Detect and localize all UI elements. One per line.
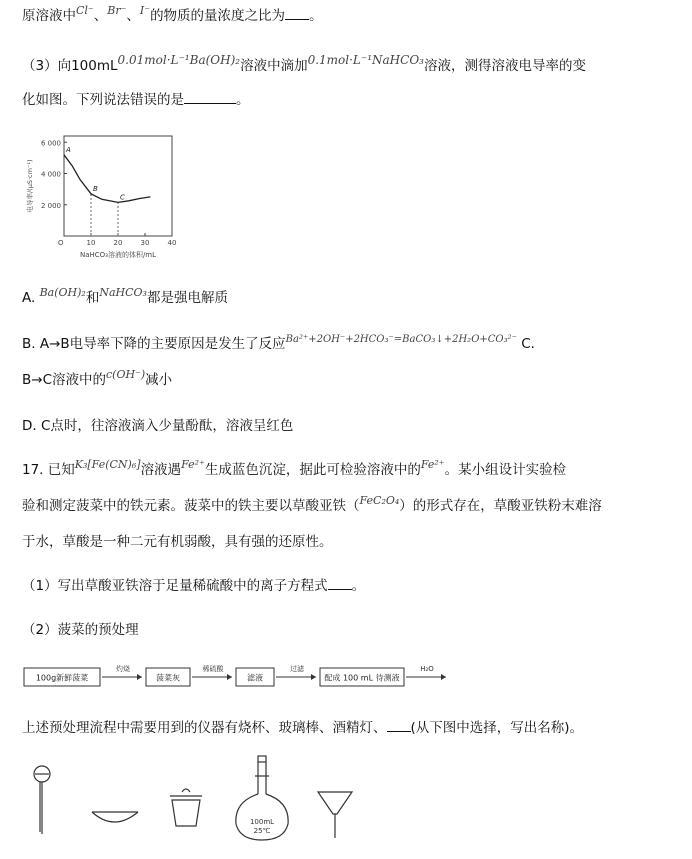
pretreatment-flowchart	[22, 660, 434, 692]
conductivity-curve	[64, 155, 150, 203]
y-tick-label: 4 000	[40, 170, 61, 179]
formula-br: Br⁻	[107, 4, 127, 17]
q17-2-ask-post: (从下图中选择，写出名称)。	[410, 720, 584, 736]
q17-2-text: （2）菠菜的预处理	[22, 622, 139, 638]
flask-volume-label: 100mL	[249, 818, 275, 826]
separator: 、	[93, 8, 108, 24]
q3-post: 溶液，测得溶液电导率的变	[423, 58, 586, 74]
q17-prefix: 17. 已知	[22, 462, 75, 478]
q17-line2a: 验和测定菠菜中的铁元素。菠菜中的铁主要以草酸亚铁（	[22, 498, 360, 514]
flow-box-label: 滤液	[247, 673, 263, 683]
q3-line2-end: 。	[236, 92, 250, 108]
text-pre: 原溶液中	[22, 8, 76, 24]
option-c-text: B→C溶液中的	[22, 372, 106, 388]
question-17-line2	[22, 496, 602, 517]
flow-box-label: 配成 100 mL 待测液	[324, 673, 400, 683]
option-c	[22, 370, 172, 391]
x-tick-label: 30	[140, 239, 150, 247]
formula-nahco3: 0.1mol·L⁻¹NaHCO₃	[307, 53, 424, 67]
option-c-prefix: C.	[516, 336, 535, 352]
formula-nahco3: NaHCO₃	[99, 286, 147, 299]
flow-arrow-label: 过滤	[290, 665, 304, 673]
reaction-equation: Ba²⁺+2OH⁻+2HCO₃⁻=BaCO₃↓+2H₂O+CO₃²⁻	[285, 334, 517, 345]
q17-line2b: ）的形式存在，草酸亚铁粉末难溶	[399, 498, 602, 514]
question-17-line3	[22, 532, 333, 552]
question-3-line2	[22, 90, 250, 110]
formula-fe2: Fe²⁺	[181, 458, 205, 471]
formula-k3fecn6: K₃[Fe(CN)₆]	[74, 458, 141, 471]
flow-arrow-head	[441, 674, 446, 680]
flow-arrow-label: 灼烧	[116, 665, 130, 673]
point-label-c: C	[120, 193, 125, 202]
flow-box-label: 100g新鲜菠菜	[35, 673, 89, 683]
formula-fe2: Fe²⁺	[420, 458, 445, 471]
question-17-line1	[22, 460, 566, 481]
option-d	[22, 416, 293, 436]
x-tick-label: 10	[86, 239, 96, 247]
y-axis-label: 电导率/(μS·cm⁻¹)	[26, 159, 34, 213]
option-a-prefix: A.	[22, 290, 40, 306]
q3-line2: 化如图。下列说法错误的是	[22, 92, 184, 108]
q17-post: 。某小组设计实验检	[444, 462, 567, 478]
option-a-mid: 和	[85, 290, 100, 306]
q17-mid1: 溶液遇	[140, 462, 182, 478]
text-end: 。	[309, 8, 323, 24]
question-line-ratio	[22, 6, 323, 27]
separator: 、	[126, 8, 140, 24]
funnel-icon[interactable]	[318, 792, 352, 838]
y-tick-label: 2 000	[40, 201, 61, 210]
option-b-text: B. A→B电导率下降的主要原因是发生了反应	[22, 336, 286, 352]
x-axis-label: NaHCO₃溶液的体积/mL	[79, 251, 157, 259]
burette-icon[interactable]	[34, 766, 50, 834]
flow-arrow-head	[227, 674, 232, 680]
answer-blank[interactable]	[387, 730, 411, 732]
option-b	[22, 334, 535, 356]
formula-i: I⁻	[139, 4, 151, 17]
flow-arrow-label: H₂O	[420, 665, 434, 673]
formula-fec2o4: FeC₂O₄	[359, 494, 400, 507]
question-17-1	[22, 576, 365, 596]
q17-line3: 于水，草酸是一种二元有机弱酸，具有强的还原性。	[22, 534, 333, 550]
flow-arrow-label: 稀硫酸	[202, 665, 224, 673]
question-3-line1	[22, 53, 586, 76]
evaporating-dish-icon[interactable]	[92, 812, 138, 822]
flow-arrow-head	[137, 674, 142, 680]
volumetric-flask-icon[interactable]	[236, 756, 288, 840]
q17-1-text: （1）写出草酸亚铁溶于足量稀硫酸中的离子方程式	[22, 578, 328, 594]
q17-1-end: 。	[351, 578, 366, 594]
q3-number: （3）向100mL	[22, 58, 118, 74]
plot-frame	[64, 136, 172, 236]
formula-baoh2: Ba(OH)₂	[39, 286, 86, 299]
flow-box-label: 菠菜灰	[156, 673, 180, 683]
origin-label: O	[58, 239, 64, 247]
flowchart-nodes	[24, 664, 446, 686]
y-tick-label: 6 000	[40, 139, 61, 148]
chart-plot-area	[25, 136, 176, 259]
x-tick-label: 20	[113, 239, 123, 247]
answer-blank[interactable]	[184, 102, 236, 104]
option-c-post: 减小	[145, 372, 173, 388]
formula-cl: Cl⁻	[76, 4, 94, 17]
flow-arrow-head	[311, 674, 316, 680]
q17-mid2: 生成蓝色沉淀，据此可检验溶液中的	[204, 462, 421, 478]
q3-mid: 溶液中滴加	[240, 58, 308, 74]
text-post: 的物质的量浓度之比为	[150, 8, 286, 24]
formula-c-oh: c(OH⁻)	[106, 368, 146, 381]
conductivity-chart	[22, 128, 182, 268]
formula-baoh2: 0.01mol·L⁻¹Ba(OH)₂	[117, 53, 241, 67]
apparatus-figure	[22, 752, 382, 844]
point-label-a: A	[66, 145, 71, 154]
crucible-icon[interactable]	[170, 789, 202, 826]
option-d-text: D. C点时，往溶液滴入少量酚酞，溶液呈红色	[22, 418, 294, 434]
answer-blank[interactable]	[285, 18, 309, 20]
question-17-2	[22, 620, 139, 640]
q17-2-ask-text: 上述预处理流程中需要用到的仪器有烧杯、玻璃棒、酒精灯、	[22, 720, 387, 736]
question-17-2-ask	[22, 718, 583, 738]
answer-blank[interactable]	[328, 588, 352, 590]
flask-temp-label: 25℃	[253, 827, 271, 835]
point-label-b: B	[93, 184, 98, 193]
x-tick-label: 40	[167, 239, 177, 247]
option-a	[22, 288, 228, 309]
option-a-text: 都是强电解质	[146, 290, 228, 306]
